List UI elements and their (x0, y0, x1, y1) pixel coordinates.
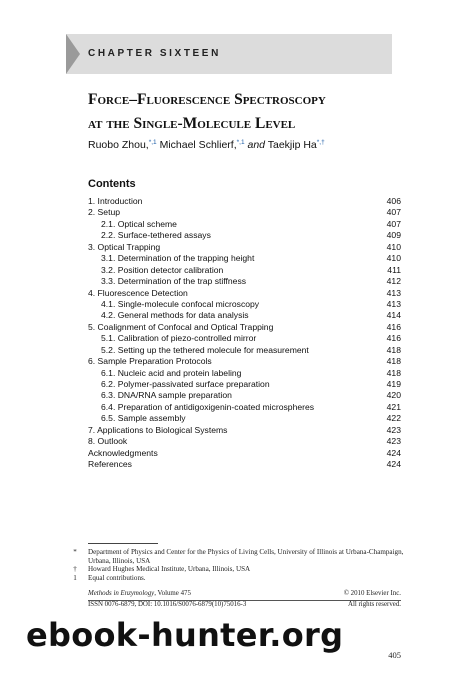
toc-entry[interactable] (88, 333, 401, 344)
toc-entry-title: 2. Setup (88, 207, 121, 218)
toc-entry-page: 423 (386, 436, 401, 447)
biblio-row-journal (88, 590, 401, 598)
page-number: 405 (388, 650, 401, 660)
toc-entry-page: 422 (386, 413, 401, 424)
author-conjunction: and (244, 139, 266, 151)
toc-entry-page: 413 (386, 298, 401, 309)
toc-entry-page: 409 (386, 230, 401, 241)
table-of-contents (88, 196, 401, 471)
toc-entry-page: 418 (386, 367, 401, 378)
toc-entry[interactable] (88, 230, 401, 241)
footnote-mark: † (73, 565, 77, 574)
toc-entry-title: References (88, 459, 132, 470)
footnote-text: Howard Hughes Medical Institute, Urbana, Illinois, USA (88, 565, 251, 574)
toc-entry[interactable] (88, 356, 401, 367)
toc-entry-title: 3.3. Determination of the trap stiffness (101, 276, 247, 287)
chapter-label: CHAPTER SIXTEEN (88, 48, 221, 59)
chapter-banner-arrow (66, 34, 80, 74)
affiliation-marks[interactable]: *,1 (148, 139, 157, 146)
toc-entry[interactable] (88, 288, 401, 299)
toc-entry-title: 2.1. Optical scheme (101, 218, 177, 229)
toc-entry[interactable] (88, 322, 401, 333)
toc-entry-title: 4.2. General methods for data analysis (101, 310, 249, 321)
author-name: Ruobo Zhou, (88, 139, 149, 151)
toc-entry[interactable] (88, 265, 401, 276)
toc-entry-page: 411 (387, 264, 401, 275)
toc-entry-title: 6.3. DNA/RNA sample preparation (101, 390, 232, 401)
footnotes (66, 548, 406, 582)
toc-entry-title: 1. Introduction (88, 196, 143, 206)
author-list (88, 139, 325, 151)
toc-entry[interactable] (88, 253, 401, 264)
footnote-mark: * (73, 548, 77, 556)
author-name: Taekjip Ha (265, 139, 317, 151)
toc-entry[interactable] (88, 299, 401, 310)
toc-entry-page: 418 (386, 344, 401, 355)
toc-entry-page: 418 (386, 356, 401, 367)
affiliation-marks[interactable]: *,1 (236, 139, 245, 146)
toc-entry-page: 424 (386, 459, 401, 470)
rights: All rights reserved. (347, 601, 401, 609)
footnote (66, 574, 406, 583)
contents-heading: Contents (88, 178, 136, 190)
chapter-title-line2: at the Single-Molecule Level (88, 115, 296, 132)
watermark: ebook-hunter.org (26, 616, 344, 654)
toc-entry-page: 421 (386, 401, 401, 412)
toc-entry[interactable] (88, 379, 401, 390)
toc-entry-page: 419 (386, 379, 401, 389)
toc-entry-page: 406 (386, 196, 401, 206)
toc-entry-page: 412 (386, 276, 401, 287)
toc-entry[interactable] (88, 402, 401, 413)
toc-entry[interactable] (88, 425, 401, 436)
toc-entry-title: 2.2. Surface-tethered assays (101, 230, 211, 241)
footnote (66, 548, 406, 565)
issn-doi: ISSN 0076-6879, DOI: 10.1016/S0076-6879(10)75016-3 (88, 601, 247, 609)
toc-entry[interactable] (88, 219, 401, 230)
toc-entry-title: 5.1. Calibration of piezo-controlled mirror (101, 333, 257, 344)
toc-entry-page: 416 (386, 321, 401, 332)
toc-entry[interactable] (88, 196, 401, 207)
footnote (66, 565, 406, 574)
toc-entry-page: 414 (386, 310, 401, 321)
toc-entry-title: 5. Coalignment of Confocal and Optical Trapping (88, 321, 274, 332)
toc-entry[interactable] (88, 242, 401, 253)
affiliation-marks[interactable]: *,† (316, 139, 325, 146)
toc-entry-title: 6.4. Preparation of antidigoxigenin-coated microspheres (101, 401, 315, 412)
toc-entry[interactable] (88, 368, 401, 379)
toc-entry[interactable] (88, 207, 401, 218)
footnote-mark: 1 (73, 573, 77, 582)
footnote-divider (88, 543, 158, 544)
toc-entry-page: 416 (386, 333, 401, 344)
toc-entry[interactable] (88, 276, 401, 287)
journal-name: Methods in Enzymology, Volume 475 (88, 590, 191, 597)
toc-entry-title: 4. Fluorescence Detection (88, 287, 188, 298)
toc-entry-page: 413 (386, 287, 401, 298)
toc-entry-title: 6. Sample Preparation Protocols (88, 356, 212, 367)
author-name: Michael Schlierf, (156, 139, 237, 151)
toc-entry[interactable] (88, 459, 401, 470)
toc-entry-title: 6.1. Nucleic acid and protein labeling (101, 367, 242, 378)
chapter-title-line1: Force–Fluorescence Spectroscopy (88, 91, 326, 108)
toc-entry-page: 410 (386, 253, 401, 264)
biblio-row-issn (88, 601, 401, 609)
toc-entry-page: 410 (386, 241, 401, 252)
chapter-title (88, 88, 388, 136)
footnote-text: Department of Physics and Center for the Physics of Living Cells, University of Illinois at Urbana-Champaign, Urbana, Illinois, USA (88, 548, 404, 565)
toc-entry[interactable] (88, 345, 401, 356)
toc-entry-page: 423 (386, 424, 401, 435)
toc-entry-title: 6.2. Polymer-passivated surface preparation (101, 379, 270, 389)
copyright: © 2010 Elsevier Inc. (343, 590, 401, 597)
toc-entry-title: 7. Applications to Biological Systems (88, 424, 228, 435)
toc-entry[interactable] (88, 436, 401, 447)
toc-entry-title: 3.2. Position detector calibration (101, 264, 224, 275)
toc-entry-page: 424 (386, 447, 401, 458)
toc-entry-title: 6.5. Sample assembly (101, 413, 186, 424)
toc-entry-title: 3.1. Determination of the trapping height (101, 253, 255, 264)
toc-entry-title: 8. Outlook (88, 436, 128, 447)
toc-entry[interactable] (88, 310, 401, 321)
toc-entry[interactable] (88, 390, 401, 401)
toc-entry[interactable] (88, 448, 401, 459)
toc-entry-title: 3. Optical Trapping (88, 241, 161, 252)
toc-entry-title: 4.1. Single-molecule confocal microscopy (101, 298, 260, 309)
toc-entry-page: 420 (386, 390, 401, 401)
footnote-text: Equal contributions. (88, 573, 146, 582)
toc-entry[interactable] (88, 413, 401, 424)
toc-entry-page: 407 (386, 218, 401, 229)
toc-entry-title: 5.2. Setting up the tethered molecule for measurement (101, 344, 309, 355)
bibliographic-info (88, 590, 401, 610)
toc-entry-title: Acknowledgments (88, 447, 158, 458)
toc-entry-page: 407 (386, 207, 401, 218)
